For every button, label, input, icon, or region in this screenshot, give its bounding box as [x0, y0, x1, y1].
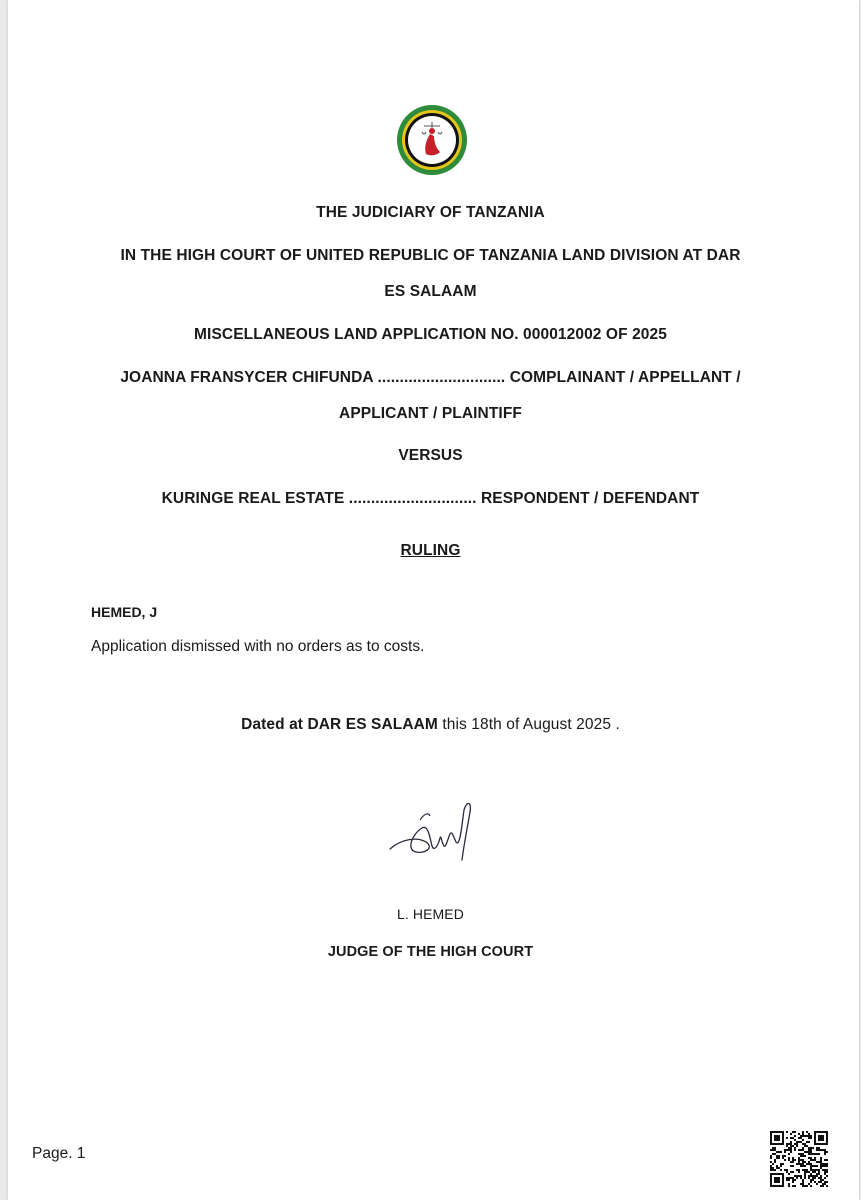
document-page — [8, 0, 859, 1200]
judge-signature — [386, 794, 486, 872]
judge-tag: HEMED, J — [91, 604, 158, 620]
ruling-text: Application dismissed with no orders as to costs. — [91, 638, 425, 655]
applicant-line1: JOANNA FRANSYCER CHIFUNDA ............................. COMPLAINANT / APPELLANT / — [120, 369, 741, 386]
signatory-name: L. HEMED — [397, 906, 464, 922]
dated-line — [0, 716, 861, 734]
respondent-line: KURINGE REAL ESTATE ............................. RESPONDENT / DEFENDANT — [161, 490, 700, 507]
case-number: MISCELLANEOUS LAND APPLICATION NO. 000012002 OF 2025 — [194, 326, 667, 343]
ruling-heading: RULING — [400, 542, 461, 559]
institution-title: THE JUDICIARY OF TANZANIA — [316, 204, 545, 221]
versus-label: VERSUS — [398, 447, 463, 464]
court-name-line2: ES SALAAM — [384, 283, 477, 300]
dated-rest: this 18th of August 2025 . — [437, 716, 620, 733]
dated-label: Dated at DAR ES SALAAM — [241, 716, 438, 733]
signatory-title: JUDGE OF THE HIGH COURT — [327, 944, 534, 960]
judiciary-seal-icon — [396, 104, 468, 176]
court-name-line1: IN THE HIGH COURT OF UNITED REPUBLIC OF TANZANIA LAND DIVISION AT DAR — [120, 247, 741, 264]
qr-code-icon — [770, 1131, 828, 1187]
page-number: Page. 1 — [32, 1145, 86, 1162]
applicant-line2: APPLICANT / PLAINTIFF — [339, 405, 522, 422]
